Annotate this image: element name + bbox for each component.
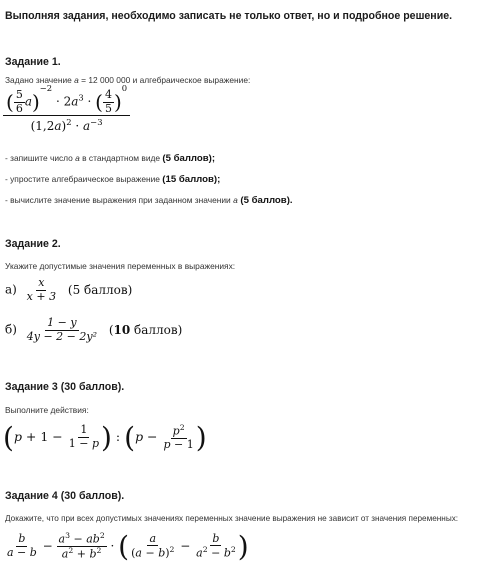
task2-item-b: б) $\frac{1 - y}{\text{4y − 2 − 2y²}}$ (10 баллов) <box>5 316 183 343</box>
task1-condition: Задано значение a = 12 000 000 и алгебраическое выражение: <box>5 75 251 85</box>
task4-title: Задание 4 (30 баллов). <box>5 490 125 502</box>
task1-expression: ( $\frac{5}{6}$ $a)^{-2} \cdot 2a^3$ · ( $\frac{4}{5}$ )$^0$ $(1,2a)^2 \cdot a^{-3}$ <box>3 89 130 134</box>
task4-expression: $\frac{b}{a - b}$ − $\frac{a^3 - ab^2}{a^2 + b^2}$ · ( $\frac{a}{(a - b)^2}$ − $\frac{b}{a^2 - b^2}$ ) <box>7 530 249 563</box>
task1-item-simplify: - упростите алгебраическое выражение (15 баллов); <box>5 174 221 185</box>
task1-item-evaluate: - вычислите значение выражения при заданном значении a (5 баллов). <box>5 195 293 206</box>
task3-title: Задание 3 (30 баллов). <box>5 381 125 393</box>
task1-title: Задание 1. <box>5 56 61 68</box>
task3-expression: (p + 1 − $\frac{1}{1 - p}$ ) : (p − $\frac{p^2}{p - 1}$ ) <box>3 421 207 454</box>
task3-condition: Выполните действия: <box>5 405 89 415</box>
task4-condition: Докажите, что при всех допустимых значениях переменных значение выражения не зависит от значения переменных: <box>5 514 459 523</box>
task2-item-a: а) $\frac{x}{x + 3}$ (5 баллов) <box>5 276 133 303</box>
task1-item-standard-form: - запишите число a в стандартном виде (5 баллов); <box>5 153 216 164</box>
task2-title: Задание 2. <box>5 238 61 250</box>
task2-condition: Укажите допустимые значения переменных в выражениях: <box>5 261 236 271</box>
intro-text: Выполняя задания, необходимо записать не только ответ, но и подробное решение. <box>5 10 453 22</box>
